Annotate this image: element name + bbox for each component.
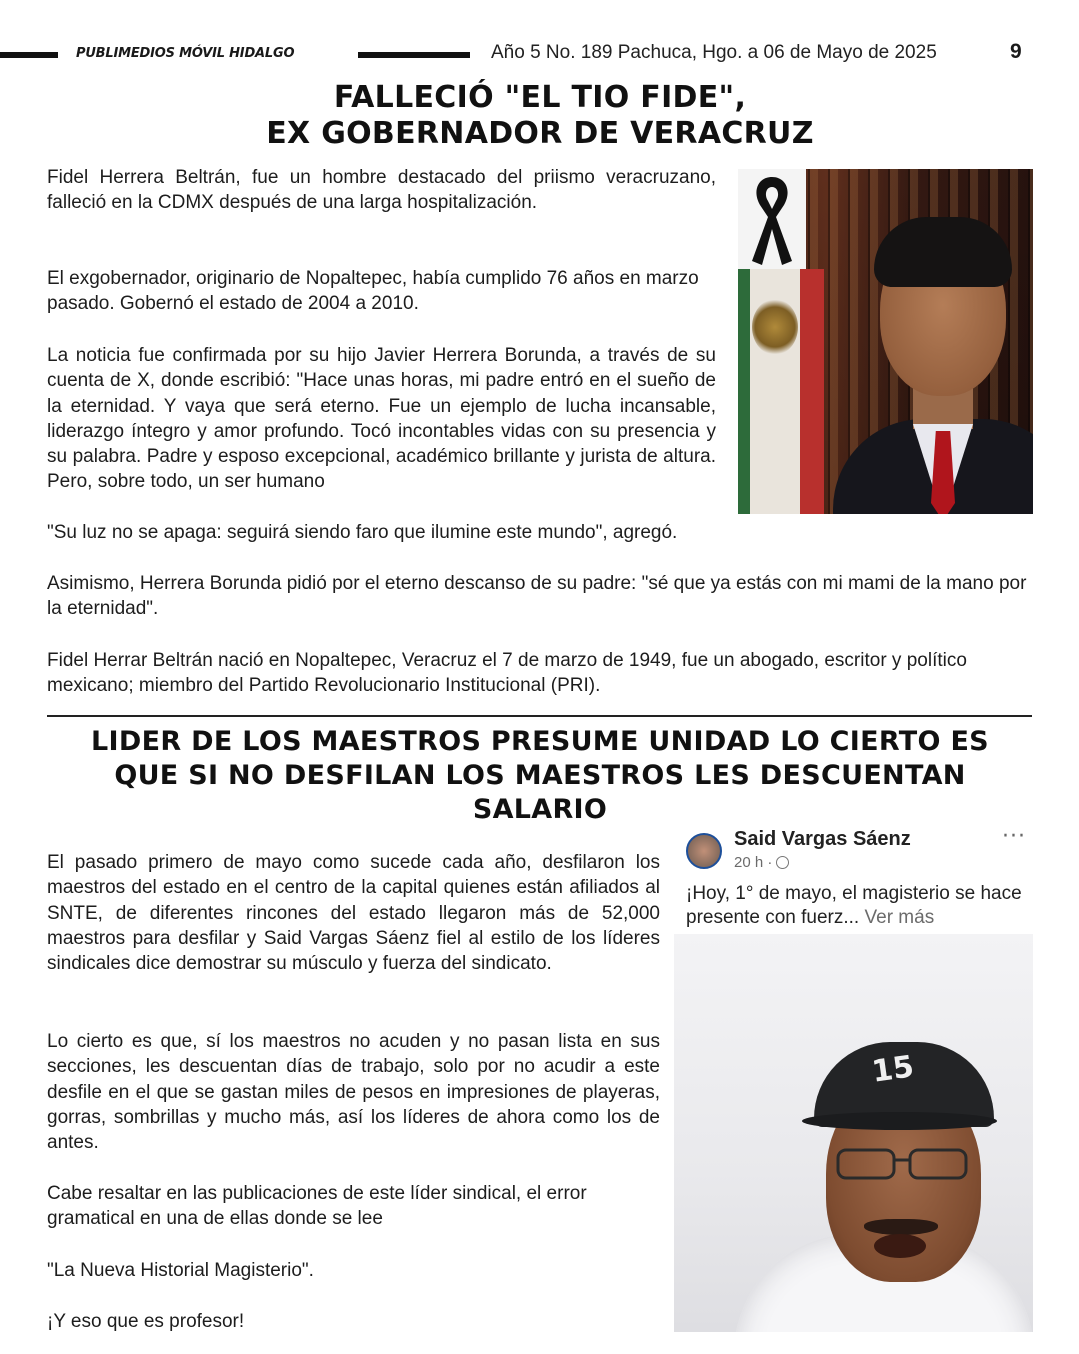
avatar[interactable] xyxy=(686,833,722,869)
glasses-icon xyxy=(832,1146,972,1182)
article2-headline-line2: QUE SI NO DESFILAN LOS MAESTROS LES DESCUENTAN xyxy=(114,760,966,791)
hair xyxy=(874,217,1012,287)
mustache xyxy=(864,1219,938,1235)
article2-paragraph: "La Nueva Historial Magisterio". xyxy=(47,1260,314,1281)
section-divider xyxy=(47,715,1032,717)
article1-headline-line2: EX GOBERNADOR DE VERACRUZ xyxy=(266,116,814,151)
article2-headline-line3: SALARIO xyxy=(472,794,608,825)
article1-paragraph: Fidel Herrar Beltrán nació en Nopaltepec, Veracruz el 7 de marzo de 1949, fue un abogado, escritor y político mexicano; miembro del Partido Revolucionario Institucional (PRI). xyxy=(47,650,967,697)
article2-headline-line1: LIDER DE LOS MAESTROS PRESUME UNIDAD LO CIERTO ES xyxy=(91,726,989,757)
mouth xyxy=(874,1234,926,1258)
cap-brim xyxy=(802,1112,997,1130)
header-bar-middle xyxy=(358,52,470,58)
post-meta xyxy=(734,854,789,871)
mourning-ribbon-icon xyxy=(738,169,806,269)
article1-paragraph: Asimismo, Herrera Borunda pidió por el eterno descanso de su padre: "sé que ya estás con mi mami de la mano por la eternidad". xyxy=(47,573,1027,620)
article1-paragraph: El exgobernador, originario de Nopaltepec, había cumplido 76 años en marzo pasado. Gobernó el estado de 2004 a 2010. xyxy=(47,268,699,315)
portrait-photo xyxy=(738,169,1033,514)
issue-info: Año 5 No. 189 Pachuca, Hgo. a 06 de Mayo de 2025 xyxy=(491,42,937,63)
post-author[interactable]: Said Vargas Sáenz xyxy=(734,828,911,850)
globe-icon xyxy=(776,856,789,869)
post-text-body: ¡Hoy, 1° de mayo, el magisterio se hace presente con fuerz... xyxy=(686,883,1022,928)
article1-paragraph: Fidel Herrera Beltrán, fue un hombre destacado del priismo veracruzano, falleció en la CDMX después de una larga hospitalización. xyxy=(47,167,716,214)
facebook-post xyxy=(674,822,1033,1332)
post-text xyxy=(686,882,1026,930)
brand-name: PUBLIMEDIOS MÓVIL HIDALGO xyxy=(76,46,295,61)
article1-headline-line1: FALLECIÓ "EL TIO FIDE", xyxy=(333,80,747,115)
article2-paragraph: El pasado primero de mayo como sucede cada año, desfilaron los maestros del estado en el centro de la capital quienes están afiliados al SNTE, de diferentes rincones del estado llegaron más de 52,000 maestros para desfilar y Said Vargas Sáenz fiel al estilo de los líderes sindicales dice demostrar su músculo y fuerza del sindicato. xyxy=(47,852,660,975)
article1-headline xyxy=(60,80,1020,152)
article1-paragraph: "Su luz no se apaga: seguirá siendo faro que ilumine este mundo", agregó. xyxy=(47,522,678,543)
article2-paragraph: Cabe resaltar en las publicaciones de este líder sindical, el error gramatical en una de ellas donde se lee xyxy=(47,1183,587,1230)
cap-number: 15 xyxy=(869,1049,916,1090)
post-time: 20 h · xyxy=(734,854,773,871)
page-number: 9 xyxy=(1010,40,1022,63)
more-dots-icon[interactable]: ··· xyxy=(1002,824,1026,849)
article2-headline xyxy=(40,725,1040,827)
see-more-link[interactable]: Ver más xyxy=(864,907,935,928)
mexican-flag xyxy=(738,269,824,514)
flag-emblem xyxy=(752,299,798,355)
article2-paragraph: ¡Y eso que es profesor! xyxy=(47,1311,245,1332)
article1-paragraph: La noticia fue confirmada por su hijo Javier Herrera Borunda, a través de su cuenta de X, donde escribió: "Hace unas horas, mi padre entró en el sueño de la eternidad. Y vaya que será eterno. Fue un ejemplo de lucha incansable, liderazgo íntegro y amor profundo. Tocó incontables vidas con su presencia y su palabra. Padre y esposo excepcional, académico brillante y jurista de altura. Pero, sobre todo, un ser humano xyxy=(47,345,716,493)
article2-paragraph: Lo cierto es que, sí los maestros no acuden y no pasan lista en sus secciones, les descuentan días de trabajo, solo por no acudir a este desfile en el que se gastan miles de pesos en impresiones de playeras, gorras, sombrillas y mucho más, así los líderes de ahora como los de antes. xyxy=(47,1031,660,1154)
post-photo[interactable] xyxy=(674,934,1033,1332)
header-bar-left xyxy=(0,52,58,58)
